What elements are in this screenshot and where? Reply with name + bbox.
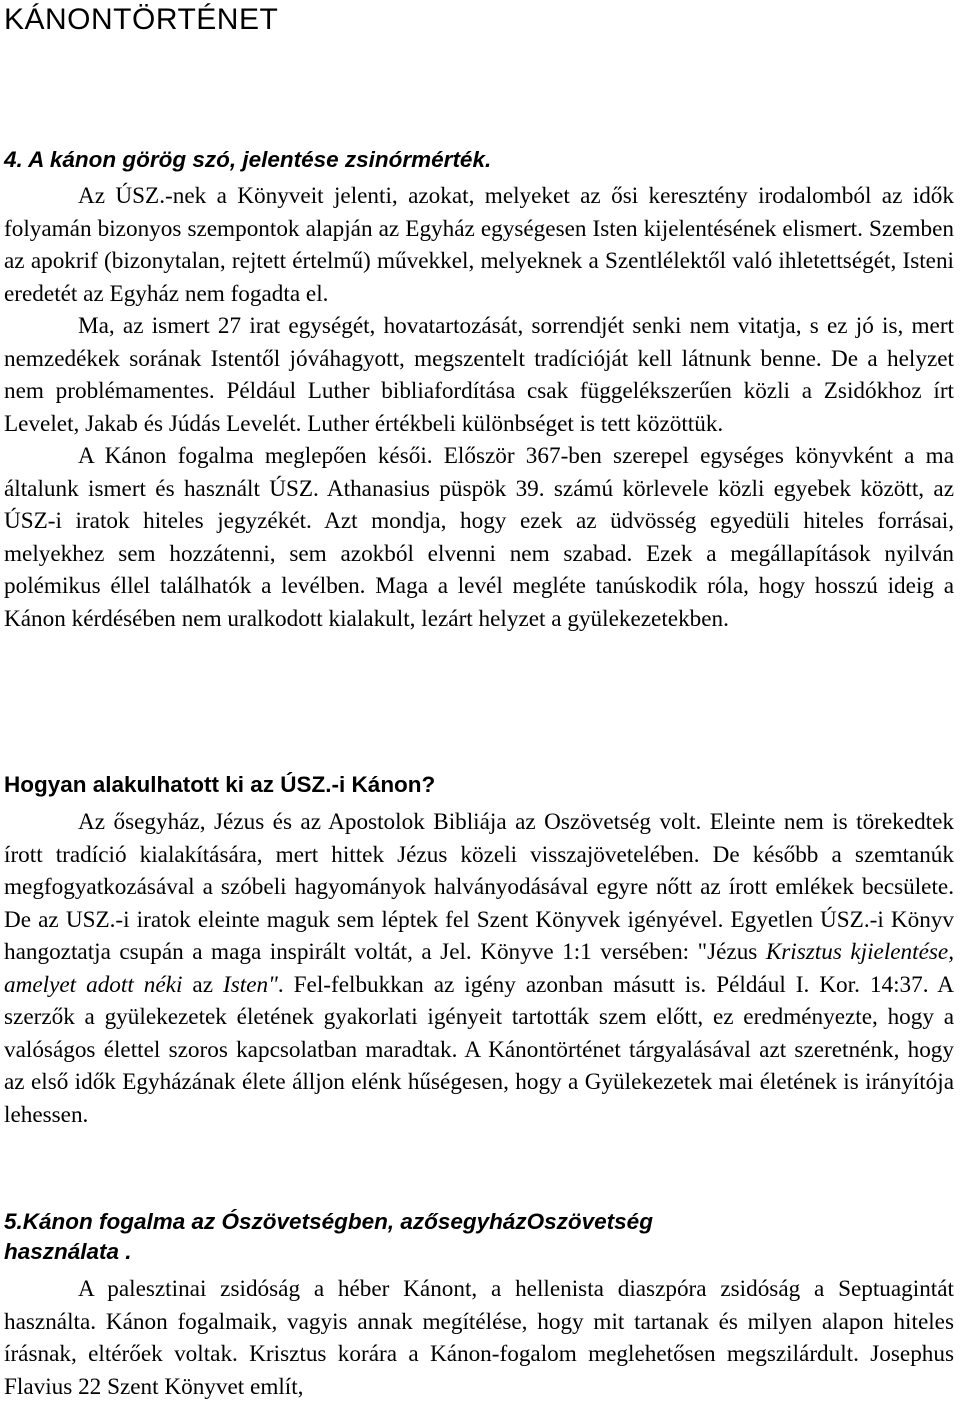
- text-run: Az ősegyház, Jézus és az Apostolok Bibliája az Oszövetség volt. Eleinte nem is törekedtek írott tradíció kialakítására, mert hittek Jézus közeli visszajövetelében. De később a szemtanúk megfogyatkozásával a szóbeli hagyományok halványodásával egyre nőtt az írott emlékek becsülete. De az USZ.-i iratok eleinte maguk sem léptek fel Szent Könyvek igényével. Egyetlen ÚSZ.-i Könyv hangoztatja csupán a maga inspirált voltát, a Jel. Könyve 1:1 versében: "Jézus: [4, 809, 954, 965]
- paragraph: Az ÚSZ.-nek a Könyveit jelenti, azokat, melyeket az ősi keresztény irodalomból az idők folyamán bizonyos szempontok alapján az Egyház egységesen Isten kijelentésének elismert. Szemben az apokrif (bizonytalan, rejtett értelmű) művekkel, melyeknek a Szentlélektől való ihletettségét, Isteni eredetét az Egyház nem fogadta el.: [4, 183, 954, 307]
- section-4-body: [4, 180, 954, 635]
- subsection-body: [4, 806, 954, 1131]
- paragraph: A palesztinai zsidóság a héber Kánont, a hellenista diaszpóra zsidóság a Septuagintát használta. Kánon fogalmaik, vagyis annak megítélése, hogy mit tartanak és milyen alapon hiteles írásnak, eltérőek voltak. Krisztus korára a Kánon-fogalom meglehetősen megszilárdult. Josephus Flavius 22 Szent Könyvet említ,: [4, 1276, 954, 1400]
- paragraph: [4, 806, 954, 1131]
- section-5-heading: [4, 1207, 653, 1267]
- document-title: KÁNONTÖRTÉNET: [4, 3, 279, 36]
- section-4-heading: 4. A kánon görög szó, jelentése zsinórmérték.: [4, 147, 492, 172]
- italic-quote: Krisztus kjielentése, amelyet adott néki: [4, 939, 954, 998]
- heading-line: 5.Kánon fogalma az Ószövetségben, azősegyházOszövetség: [4, 1209, 653, 1234]
- text-run: . Fel-felbukkan az igény azonban másutt is. Például I. Kor. 14:37. A szerzők a gyülekezetek életének gyakorlati igényeit tartották szem előtt, ez eredményezte, hogy a valóságos élettel szoros kapcsolatban maradtak. A Kánontörténet tárgyalásával azt szeretnénk, hogy az első idők Egyházának élete álljon elénk hűségesen, hogy a Gyülekezetek mai életének is irányítója lehessen.: [4, 971, 954, 1128]
- section-5-body: [4, 1273, 954, 1403]
- subsection-heading: Hogyan alakulhatott ki az ÚSZ.-i Kánon?: [4, 772, 436, 797]
- text-run: az: [182, 971, 224, 998]
- italic-quote: Isten": [223, 971, 278, 998]
- paragraph: Ma, az ismert 27 irat egységét, hovatartozását, sorrendjét senki nem vitatja, s ez jó is, mert nemzedékek sorának Istentől jóváhagyott, megszentelt tradícióját kell látnunk benne. De a helyzet nem problémamentes. Például Luther bibliafordítása csak függelékszerűen közli a Zsidókhoz írt Levelet, Jakab és Júdás Levelét. Luther értékbeli különbséget is tett közöttük.: [4, 313, 954, 437]
- paragraph: A Kánon fogalma meglepően késői. Először 367-ben szerepel egységes könyvként a ma általunk ismert és használt ÚSZ. Athanasius püspök 39. számú körlevele közli egyebek között, az ÚSZ-i iratok hiteles jegyzékét. Azt mondja, hogy ezek az üdvösség egyedüli hiteles forrásai, melyekhez sem hozzátenni, sem azokból elvenni nem szabad. Ezek a megállapítások nyilván polémikus éllel találhatók a levélben. Maga a levél megléte tanúskodik róla, hogy hosszú ideig a Kánon kérdésében nem uralkodott kialakult, lezárt helyzet a gyülekezetekben.: [4, 443, 954, 632]
- heading-line: használata .: [4, 1239, 132, 1264]
